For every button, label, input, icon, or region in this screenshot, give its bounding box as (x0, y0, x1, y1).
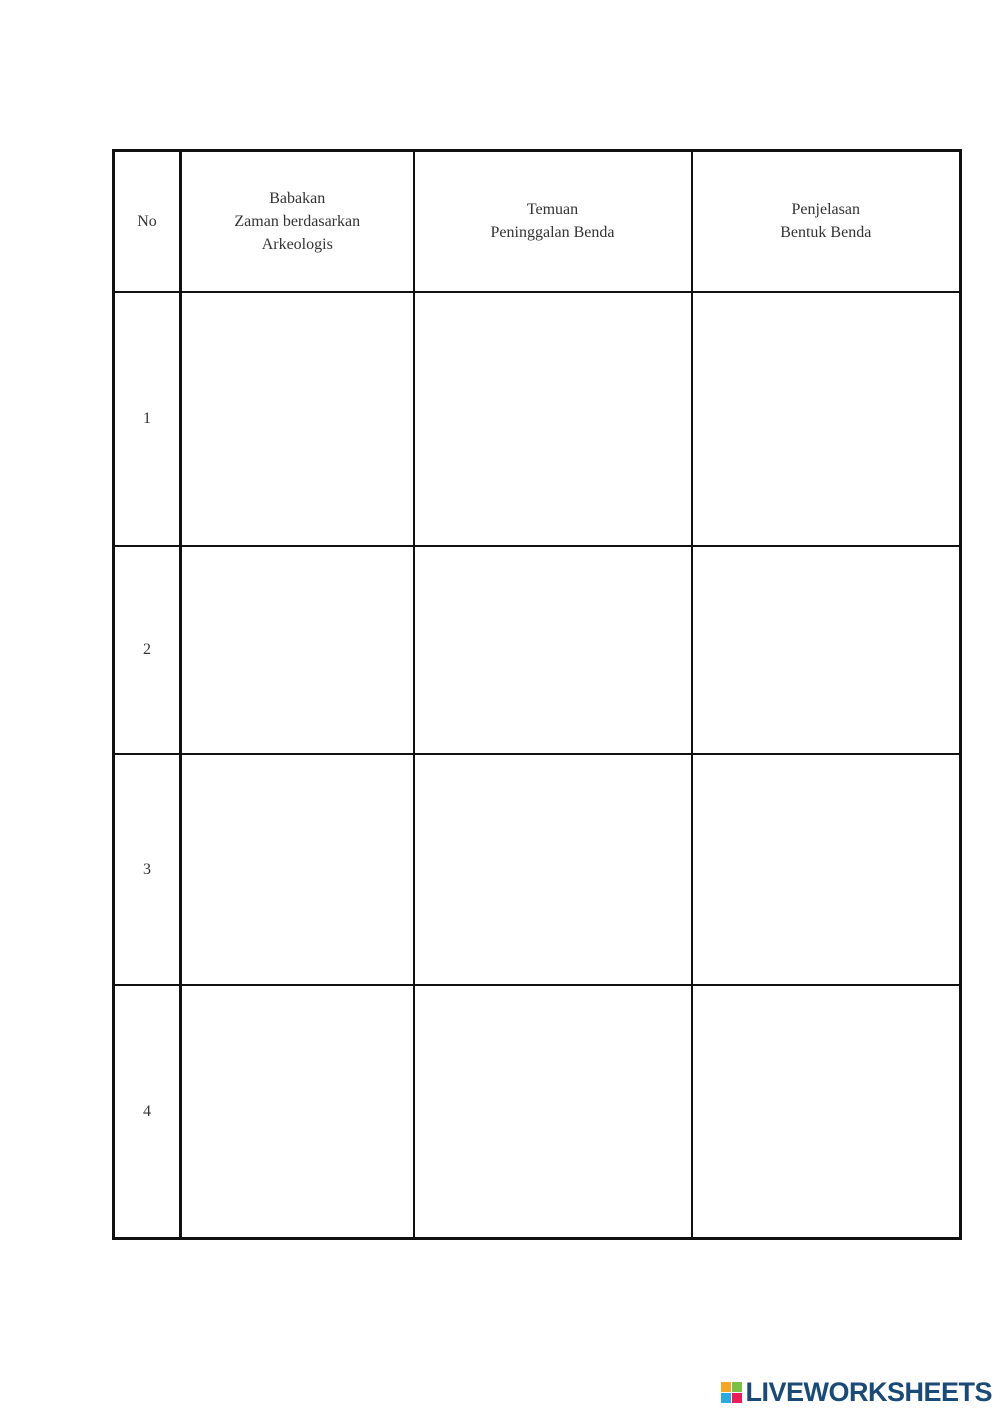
table-row (114, 546, 961, 754)
row-number: 3 (114, 754, 181, 985)
babakan-answer-cell[interactable] (181, 292, 414, 546)
liveworksheets-logo-icon (721, 1382, 742, 1403)
table-row (114, 985, 961, 1239)
header-penjelasan (692, 151, 961, 292)
header-babakan (181, 151, 414, 292)
temuan-answer-cell[interactable] (414, 292, 692, 546)
header-babakan-line: Zaman berdasarkan (234, 212, 361, 230)
babakan-answer-cell[interactable] (181, 754, 414, 985)
temuan-answer-cell[interactable] (414, 985, 692, 1239)
table-row (114, 754, 961, 985)
row-number: 1 (114, 292, 181, 546)
header-row (114, 151, 961, 292)
penjelasan-answer-cell[interactable] (692, 292, 961, 546)
temuan-answer-cell[interactable] (414, 546, 692, 754)
worksheet-table (112, 149, 962, 1240)
brand-name: LIVEWORKSHEETS (745, 1377, 992, 1407)
row-number: 2 (114, 546, 181, 754)
header-penjelasan-line: Bentuk Benda (780, 224, 872, 242)
penjelasan-answer-cell[interactable] (692, 985, 961, 1239)
liveworksheets-brand (721, 1377, 992, 1408)
header-no (114, 151, 181, 292)
header-no-label: No (137, 212, 157, 230)
header-temuan-line: Peninggalan Benda (490, 224, 615, 242)
header-penjelasan-line: Penjelasan (791, 201, 860, 219)
header-babakan-line: Babakan (269, 189, 326, 207)
header-babakan-line: Arkeologis (261, 235, 333, 253)
header-temuan (414, 151, 692, 292)
babakan-answer-cell[interactable] (181, 546, 414, 754)
babakan-answer-cell[interactable] (181, 985, 414, 1239)
penjelasan-answer-cell[interactable] (692, 546, 961, 754)
table-row (114, 292, 961, 546)
penjelasan-answer-cell[interactable] (692, 754, 961, 985)
row-number: 4 (114, 985, 181, 1239)
temuan-answer-cell[interactable] (414, 754, 692, 985)
header-temuan-line: Temuan (526, 201, 579, 219)
